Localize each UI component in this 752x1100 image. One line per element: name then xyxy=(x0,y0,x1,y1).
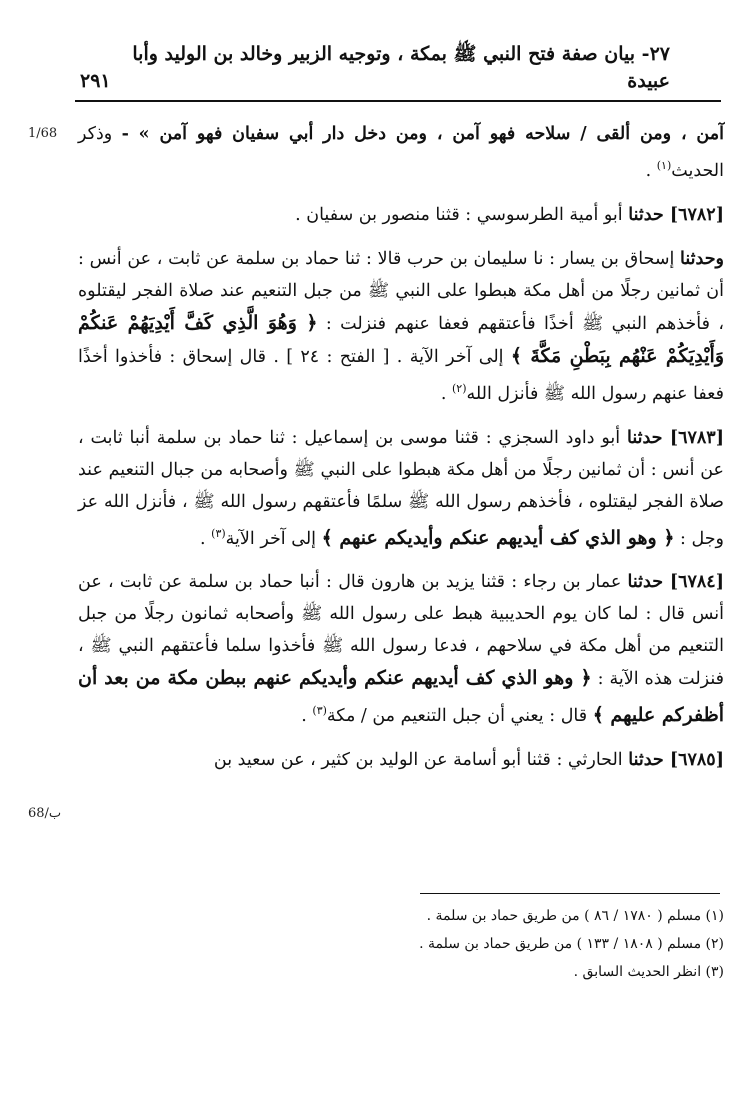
main-text xyxy=(78,118,724,788)
hadith-lead: [٦٧٨٢] حدثنا xyxy=(628,204,724,225)
hadith-lead: [٦٧٨٥] حدثنا xyxy=(628,750,724,771)
hadith-text: أبو داود السجزي : قثنا موسى بن إسماعيل : ثنا حماد بن سلمة أنبا ثابت ، عن أنس : أن ثمانين رجلًا من أهل مكة هبطوا على النبي ﷺ وأصحابه من جبال التنعيم عند صلاة الفجر ليقتلوه ، فأخذهم رسول الله ﷺ سلمًا فأعتقهم رسول الله ﷺ ، فأنزل الله عز وجل : xyxy=(78,427,724,549)
footnote: (١) مسلم ( ١٧٨٠ / ٨٦ ) من طريق حماد بن سلمة . xyxy=(426,908,724,924)
hadith-text: وذكر الحديث xyxy=(78,124,724,181)
hadith-text: عمار بن رجاء : قثنا يزيد بن هارون قال : أنبا حماد بن سلمة عن ثابت ، عن أنس قال : لما كان يوم الحديبية هبط على رسول الله ﷺ وأصحابه ثمانون رجلًا من جبل التنعيم من أهل مكة في سلاحهم ، فدعا رسول الله ﷺ فأخذوا سلما فأعتقهم النبي ﷺ ، فنزلت هذه الآية : xyxy=(78,572,724,690)
paragraph xyxy=(78,744,724,776)
footnote-ref: (٢) xyxy=(451,381,467,395)
page-number: ٢٩١ xyxy=(80,70,111,92)
running-header xyxy=(80,43,670,92)
paragraph-end: . xyxy=(301,706,313,727)
hadith-tail: إلى آخر الآية . [ الفتح : ٢٤ ] . قال إسحاق : فأخذوا أخذًا فعفا عنهم رسول الله ﷺ فأنزل الله xyxy=(78,346,724,404)
quran-verse: ﴿ وَهُوَ الَّذِي كَفَّ أَيْدِيَهُمْ عَنكُمْ وَأَيْدِيَكُمْ عَنْهُم بِبَطْنِ مَكَّةَ ﴾ xyxy=(78,311,725,367)
paragraph xyxy=(78,422,724,555)
footnotes xyxy=(78,902,724,986)
hadith-lead: [٦٧٨٣] حدثنا xyxy=(626,427,724,448)
footnote-ref: (٣) xyxy=(312,704,327,718)
paragraph xyxy=(78,118,724,187)
paragraph xyxy=(78,243,724,410)
hadith-text: إسحاق بن يسار : نا سليمان بن حرب قالا : ثنا حماد بن سلمة عن ثابت ، عن أنس : أن ثمانين رجلًا من أهل مكة هبطوا على النبي ﷺ من جبل التنعيم عند صلاة الفجر ليقتلوه ، فأخذهم النبي ﷺ أخذًا فأعتقهم فعفا عنهم فنزلت : xyxy=(78,248,724,334)
paragraph-end: . xyxy=(645,160,657,181)
footnote: (٣) انظر الحديث السابق . xyxy=(573,964,724,980)
margin-note-top: 1/68 xyxy=(28,126,58,141)
footnote: (٢) مسلم ( ١٨٠٨ / ١٣٣ ) من طريق حماد بن سلمة . xyxy=(419,936,724,952)
paragraph xyxy=(78,199,724,231)
footnote-rule xyxy=(420,893,720,894)
margin-note-bottom: 68/ب xyxy=(28,806,62,821)
quran-verse: ﴿ وهو الذي كف أيديهم عنكم وأيديكم عنهم ﴾ xyxy=(321,526,675,549)
header-rule xyxy=(75,100,721,102)
quran-verse: ﴿ وهو الذي كف أيديهم عنكم وأيديكم عنهم ببطن مكة من بعد أن أظفركم عليهم ﴾ xyxy=(78,667,724,727)
hadith-lead: وحدثنا xyxy=(680,248,724,269)
paragraph-end: . xyxy=(200,528,212,549)
paragraph xyxy=(78,566,724,732)
hadith-text: أبو أمية الطرسوسي : قثنا منصور بن سفيان . xyxy=(295,204,629,225)
chapter-title: ٢٧- بيان صفة فتح النبي ﷺ بمكة ، وتوجيه الزبير وخالد بن الوليد وأبا عبيدة xyxy=(132,43,670,92)
footnote-ref: (٣) xyxy=(211,526,226,540)
footnote-ref: (١) xyxy=(656,159,672,172)
hadith-lead: آمن ، ومن ألقى / سلاحه فهو آمن ، ومن دخل دار أبي سفيان فهو آمن » - xyxy=(121,124,724,144)
hadith-text: الحارثي : قثنا أبو أسامة عن الوليد بن كثير ، عن سعيد بن xyxy=(213,750,629,771)
hadith-tail: إلى آخر الآية xyxy=(225,528,322,549)
hadith-lead: [٦٧٨٤] حدثنا xyxy=(627,572,724,593)
paragraph-end: . xyxy=(440,383,452,404)
hadith-tail: قال : يعني أن جبل التنعيم من / مكة xyxy=(326,706,593,727)
